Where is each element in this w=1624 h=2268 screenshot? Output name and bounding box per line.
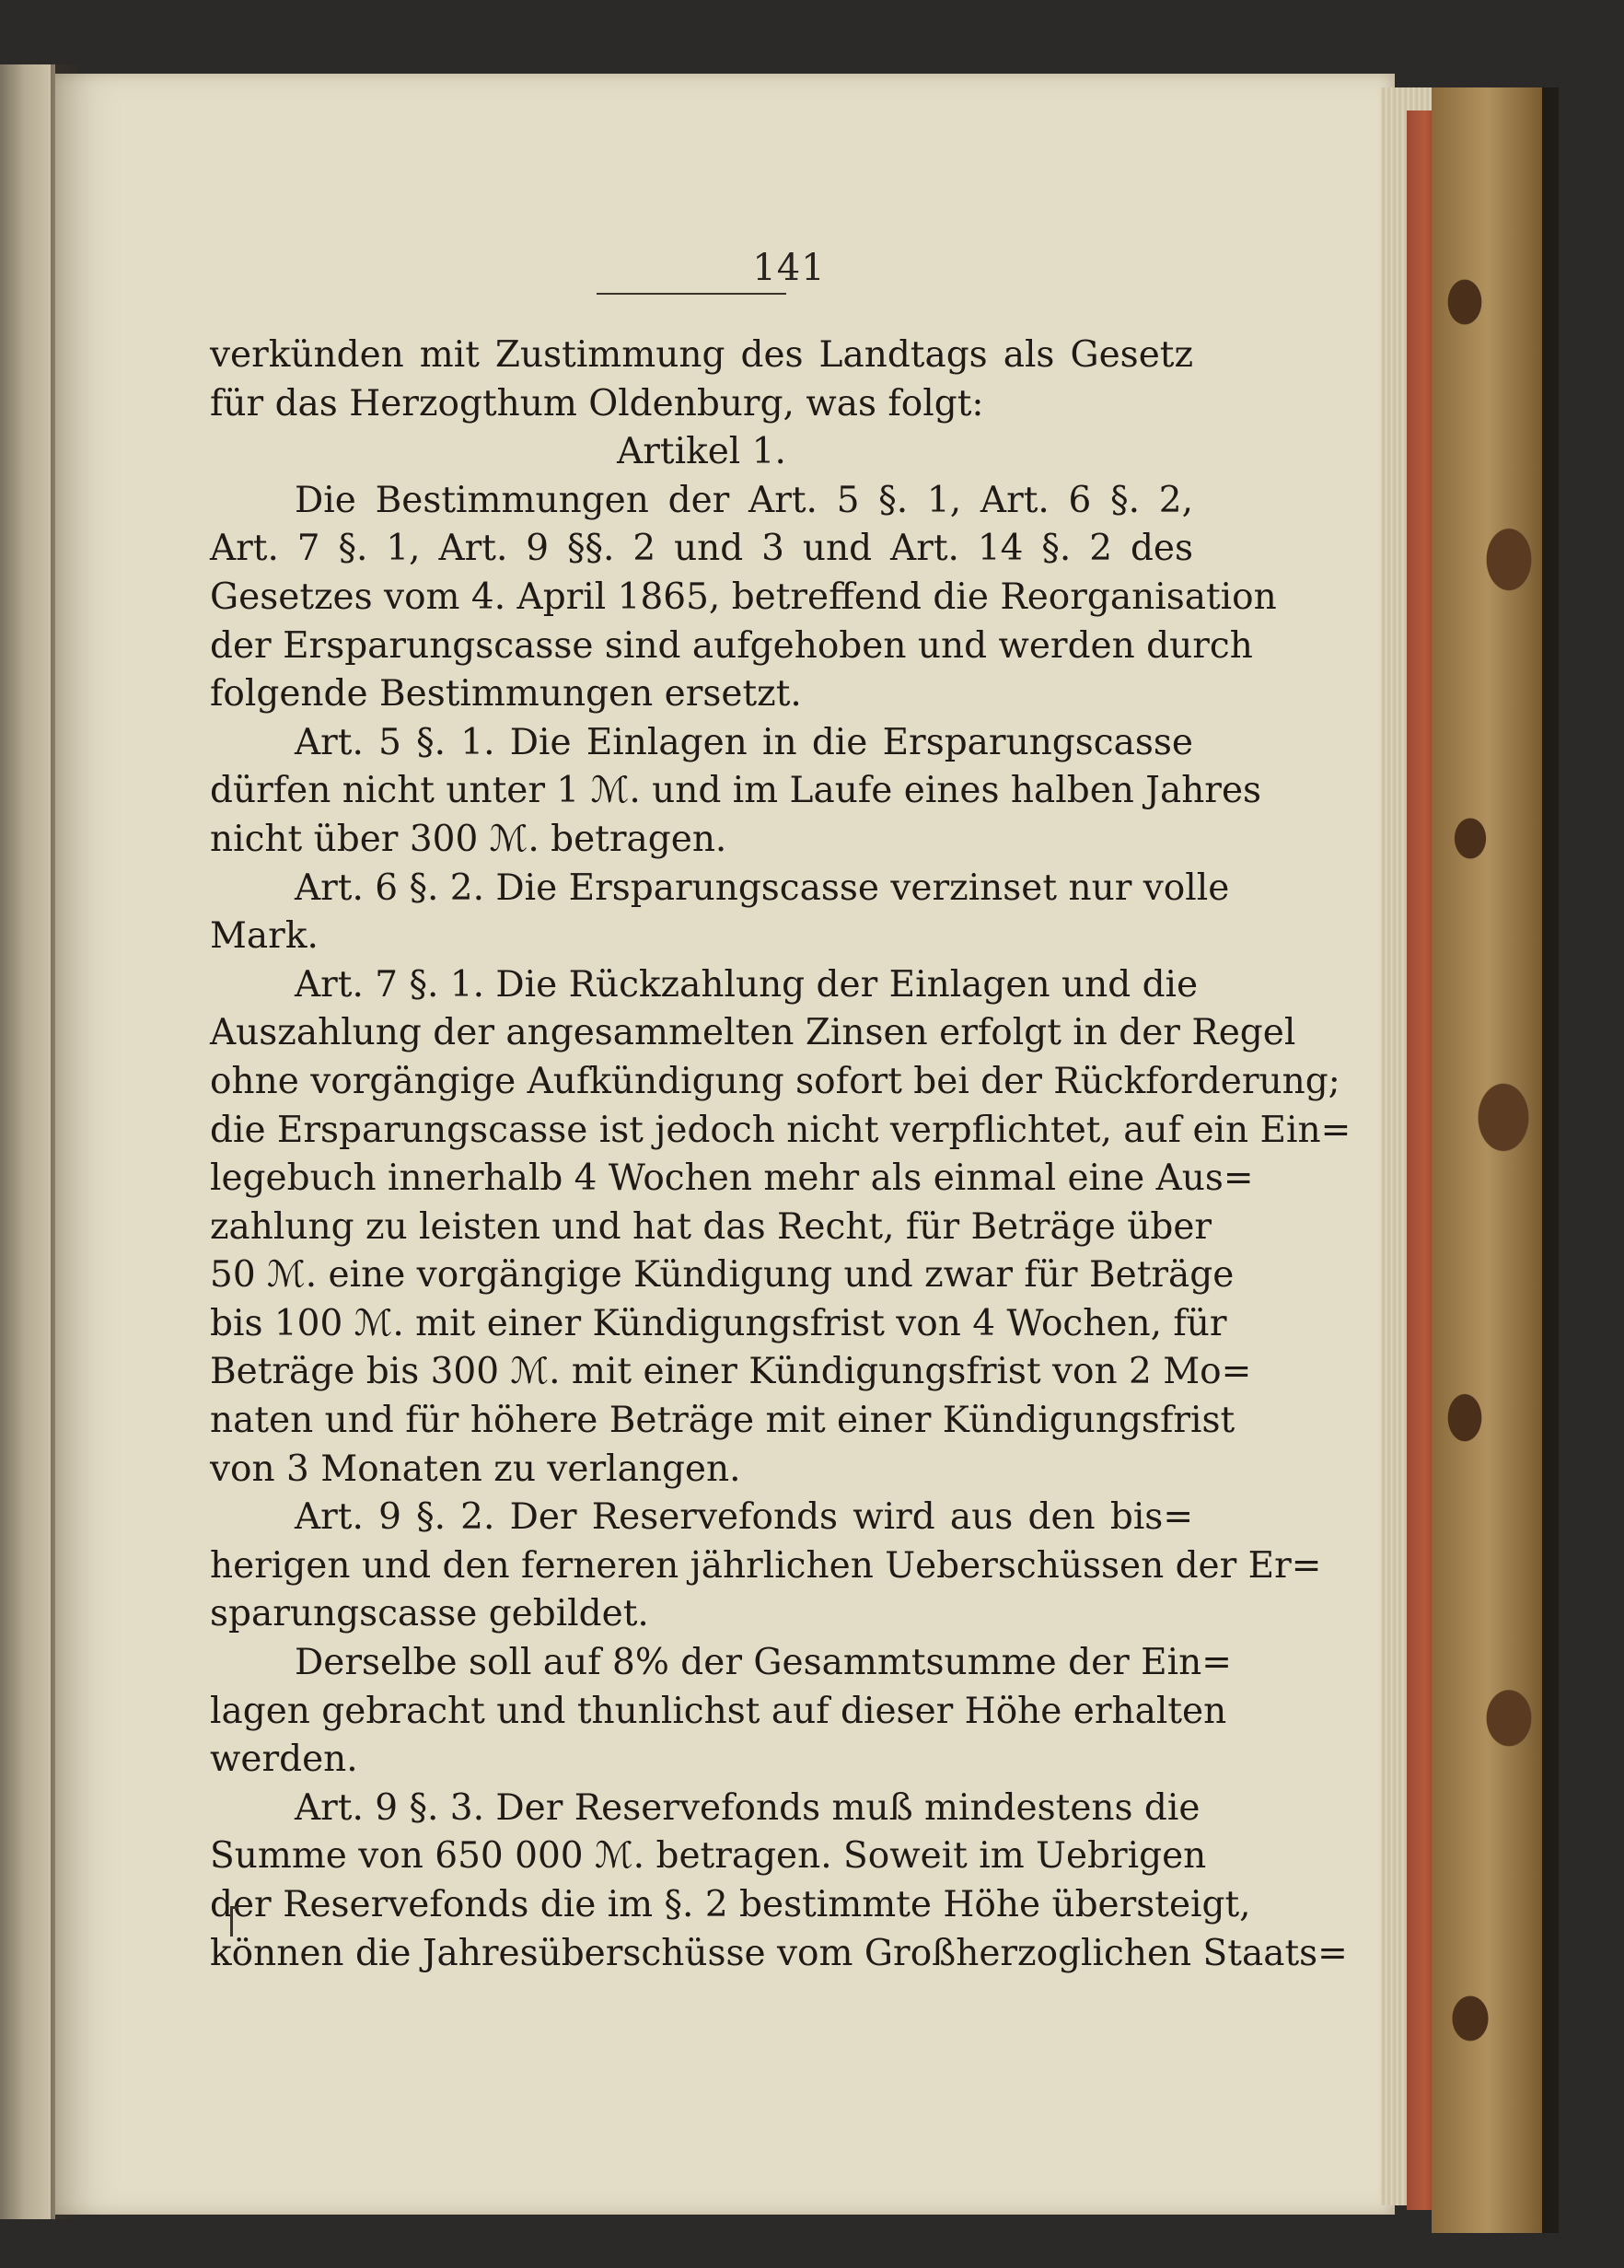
text-line: können die Jahresüberschüsse vom Großherzoglichen Staats= <box>210 1932 1348 1974</box>
text-line: Auszahlung der angesammelten Zinsen erfolgt in der Regel <box>210 1012 1296 1054</box>
text-line: Art. 7 §. 1. Die Rückzahlung der Einlagen und die <box>295 963 1199 1006</box>
text-line: Derselbe soll auf 8% der Gesammtsumme der Ein= <box>295 1642 1232 1684</box>
text-line: verkünden mit Zustimmung des Landtags als Gesetz <box>210 334 1193 376</box>
text-line: herigen und den ferneren jährlichen Ueberschüssen der Er= <box>210 1544 1322 1587</box>
text-line: folgende Bestimmungen ersetzt. <box>210 673 802 715</box>
text-line: Art. 5 §. 1. Die Einlagen in die Ersparungscasse <box>295 721 1193 763</box>
text-line: die Ersparungscasse ist jedoch nicht verpflichtet, auf ein Ein= <box>210 1109 1351 1151</box>
page-number-container <box>0 247 1624 289</box>
text-line: werden. <box>210 1739 358 1781</box>
text-line: der Reservefonds die im §. 2 bestimmte Höhe übersteigt, <box>210 1884 1251 1925</box>
text-line: legebuch innerhalb 4 Wochen mehr als einmal eine Aus= <box>210 1157 1254 1200</box>
left-page-edge <box>0 64 55 2219</box>
text-line: Gesetzes vom 4. April 1865, betreffend die Reorganisation <box>210 576 1277 618</box>
text-line: Summe von 650 000 ℳ. betragen. Soweit im Uebrigen <box>210 1835 1207 1878</box>
text-line: lagen gebracht und thunlichst auf dieser Höhe erhalten <box>210 1690 1227 1732</box>
text-line: naten und für höhere Beträge mit einer Kündigungsfrist <box>210 1400 1235 1442</box>
marbled-cover <box>1432 87 1559 2233</box>
text-line: Art. 9 §. 3. Der Reservefonds muß mindestens die <box>295 1786 1201 1829</box>
margin-mark <box>230 1906 238 1937</box>
text-line: Beträge bis 300 ℳ. mit einer Kündigungsfrist von 2 Mo= <box>210 1351 1252 1393</box>
body-text <box>210 331 1351 1978</box>
text-line: Art. 6 §. 2. Die Ersparungscasse verzinset nur volle <box>295 866 1230 909</box>
text-line: dürfen nicht unter 1 ℳ. und im Laufe eines halben Jahres <box>210 770 1262 812</box>
text-line: von 3 Monaten zu verlangen. <box>210 1448 741 1490</box>
text-line: Die Bestimmungen der Art. 5 §. 1, Art. 6 §. 2, <box>295 479 1193 521</box>
text-line: nicht über 300 ℳ. betragen. <box>210 818 727 860</box>
text-line: sparungscasse gebildet. <box>210 1593 649 1635</box>
text-line: zahlung zu leisten und hat das Recht, für Beträge über <box>210 1205 1212 1248</box>
text-line: für das Herzogthum Oldenburg, was folgt: <box>210 382 984 425</box>
text-line: ohne vorgängige Aufkündigung sofort bei der Rückforderung; <box>210 1060 1340 1102</box>
text-line: bis 100 ℳ. mit einer Kündigungsfrist von 4 Wochen, für <box>210 1302 1227 1344</box>
header-rule <box>597 293 786 295</box>
text-line: Mark. <box>210 915 319 958</box>
text-line: 50 ℳ. eine vorgängige Kündigung und zwar für Beträge <box>210 1254 1235 1297</box>
text-line: der Ersparungscasse sind aufgehoben und werden durch <box>210 624 1253 667</box>
text-line: Artikel 1. <box>617 431 786 473</box>
text-line: Art. 9 §. 2. Der Reservefonds wird aus den bis= <box>295 1496 1193 1539</box>
text-line: Art. 7 §. 1, Art. 9 §§. 2 und 3 und Art. 14 §. 2 des <box>210 528 1193 570</box>
page-number: 141 <box>752 247 826 289</box>
